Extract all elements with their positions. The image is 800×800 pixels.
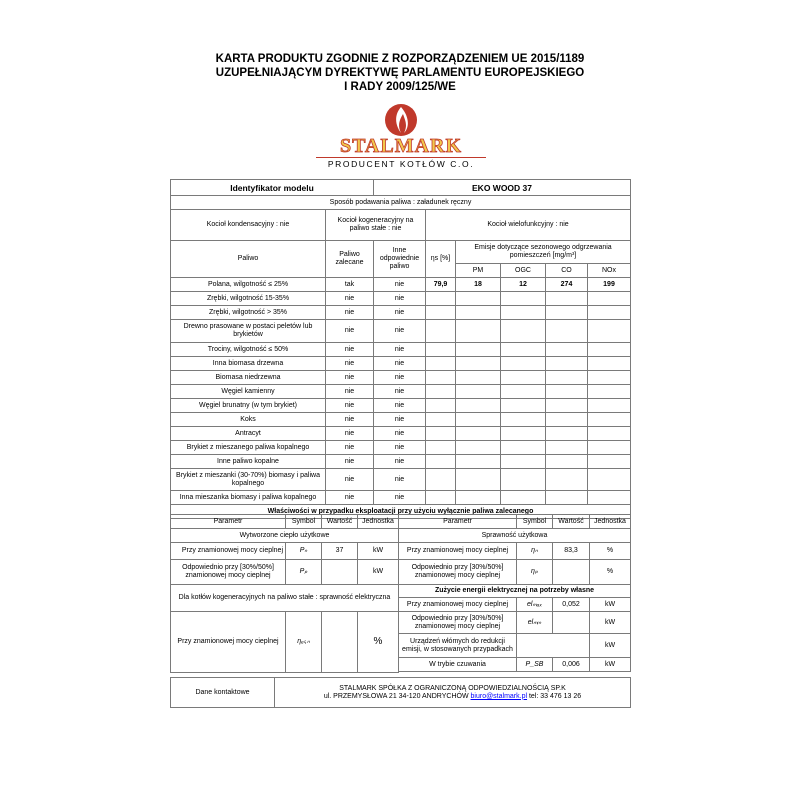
emission-devices-value: [517, 634, 590, 658]
product-table: [170, 179, 631, 519]
fuel-ogc: [501, 491, 546, 505]
fuel-other: nie: [374, 343, 426, 357]
fuel-preferred: nie: [326, 399, 374, 413]
rated-heat-value: 37: [322, 543, 358, 560]
fuel-row: [171, 357, 631, 371]
fuel-other: nie: [374, 320, 426, 343]
hdr-value: Wartość: [322, 515, 358, 529]
fuel-co: [546, 441, 588, 455]
fuel-other: nie: [374, 427, 426, 441]
partial-eff-unit: %: [590, 560, 631, 585]
document-title: [150, 52, 650, 94]
fuel-name: Koks: [171, 413, 326, 427]
fuel-ogc: [501, 413, 546, 427]
el-max-label: Przy znamionowej mocy cieplnej: [399, 598, 517, 612]
fuel-name: Polana, wilgotność ≤ 25%: [171, 278, 326, 292]
fuel-nox: 199: [588, 278, 631, 292]
partial-heat-value: [322, 560, 358, 585]
fuel-row: [171, 292, 631, 306]
fuel-preferred: nie: [326, 292, 374, 306]
fuel-eta: [426, 413, 456, 427]
standby-label: W trybie czuwania: [399, 658, 517, 672]
fuel-row: [171, 491, 631, 505]
fuel-name: Antracyt: [171, 427, 326, 441]
standby-unit: kW: [590, 658, 631, 672]
fuel-row: [171, 455, 631, 469]
electricity-title: Zużycie energii elektrycznej na potrzeby własne: [399, 585, 631, 598]
flame-icon: [383, 103, 419, 137]
standby-symbol: P_SB: [517, 658, 553, 672]
fuel-eta: 79,9: [426, 278, 456, 292]
cogen-rated-value: [322, 612, 358, 673]
rated-eff-label: Przy znamionowej mocy cieplnej: [399, 543, 517, 560]
properties-title: Właściwości w przypadku eksploatacji przy użyciu wyłącznie paliwa zalecanego: [171, 505, 631, 519]
fuel-name: Brykiet z mieszanki (30-70%) biomasy i paliwa kopalnego: [171, 469, 326, 491]
partial-heat-label: Odpowiednio przy [30%/50%] znamionowej mocy cieplnej: [171, 560, 286, 585]
fuel-pm: [456, 399, 501, 413]
fuel-name: Brykiet z mieszanego paliwa kopalnego: [171, 441, 326, 455]
fuel-name: Trociny, wilgotność ≤ 50%: [171, 343, 326, 357]
standby-value: 0,006: [553, 658, 590, 672]
el-max-unit: kW: [590, 598, 631, 612]
el-min-value: [553, 612, 590, 634]
fuel-preferred: nie: [326, 320, 374, 343]
fuel-other: nie: [374, 292, 426, 306]
logo-wordmark: STALMARK: [339, 135, 463, 157]
cogen-rated-label: Przy znamionowej mocy cieplnej: [171, 612, 286, 673]
fuel-name: Inna mieszanka biomasy i paliwa kopalnego: [171, 491, 326, 505]
fuel-name: Zrębki, wilgotność 15-35%: [171, 292, 326, 306]
fuel-eta: [426, 427, 456, 441]
fuel-pm: [456, 469, 501, 491]
col-fuel: Paliwo: [171, 241, 326, 278]
email-link[interactable]: biuro@stalmark.pl: [470, 692, 528, 700]
fuel-row: [171, 413, 631, 427]
fuel-other: nie: [374, 413, 426, 427]
fuel-co: [546, 357, 588, 371]
fuel-row: [171, 441, 631, 455]
fuel-row: [171, 427, 631, 441]
fuel-name: Węgiel brunatny (w tym brykiet): [171, 399, 326, 413]
fuel-nox: [588, 371, 631, 385]
col-pm: PM: [456, 264, 501, 278]
fuel-eta: [426, 343, 456, 357]
rated-eff-symbol: ηₙ: [517, 543, 553, 560]
fuel-name: Inna biomasa drzewna: [171, 357, 326, 371]
fuel-nox: [588, 306, 631, 320]
el-min-label: Odpowiednio przy [30%/50%] znamionowej mocy cieplnej: [399, 612, 517, 634]
col-emissions: Emisje dotyczące sezonowego odgrzewania pomieszczeń [mg/m³]: [456, 241, 631, 264]
fuel-pm: [456, 413, 501, 427]
fuel-pm: [456, 306, 501, 320]
hdr-unit: Jednostka: [358, 515, 399, 529]
fuel-nox: [588, 292, 631, 306]
logo-tagline: PRODUCENT KOTŁÓW C.O.: [316, 157, 486, 169]
title-line: KARTA PRODUKTU ZGODNIE Z ROZPORZĄDZENIEM UE 2015/1189: [215, 53, 585, 65]
fuel-pm: [456, 455, 501, 469]
el-min-symbol: elₘᵢₙ: [517, 612, 553, 634]
fuel-row: [171, 343, 631, 357]
fuel-row: [171, 371, 631, 385]
fuel-preferred: nie: [326, 427, 374, 441]
fuel-name: Drewno prasowane w postaci peletów lub brykietów: [171, 320, 326, 343]
model-value: EKO WOOD 37: [374, 180, 631, 196]
fuel-other: nie: [374, 399, 426, 413]
fuel-pm: [456, 441, 501, 455]
fuel-preferred: nie: [326, 491, 374, 505]
fuel-pm: 18: [456, 278, 501, 292]
fuel-ogc: [501, 320, 546, 343]
fuel-name: Biomasa niedrzewna: [171, 371, 326, 385]
condensing-boiler: Kocioł kondensacyjny : nie: [171, 210, 326, 241]
fuel-ogc: [501, 455, 546, 469]
fuel-name: Zrębki, wilgotność > 35%: [171, 306, 326, 320]
hdr-param: Parametr: [171, 515, 286, 529]
fuel-other: nie: [374, 491, 426, 505]
company-address: [277, 693, 628, 701]
fuel-eta: [426, 385, 456, 399]
fuel-ogc: [501, 371, 546, 385]
fuel-ogc: [501, 399, 546, 413]
emission-devices-unit: kW: [590, 634, 631, 658]
hdr-symbol: Symbol: [517, 515, 553, 529]
fuel-ogc: [501, 292, 546, 306]
fuel-eta: [426, 357, 456, 371]
partial-eff-value: [553, 560, 590, 585]
fuel-other: nie: [374, 371, 426, 385]
rated-heat-label: Przy znamionowej mocy cieplnej: [171, 543, 286, 560]
el-max-value: 0,052: [553, 598, 590, 612]
fuel-preferred: nie: [326, 469, 374, 491]
fuel-co: [546, 320, 588, 343]
fuel-ogc: [501, 357, 546, 371]
fuel-co: 274: [546, 278, 588, 292]
contact-details: [275, 678, 631, 708]
fuel-pm: [456, 491, 501, 505]
hdr-value: Wartość: [553, 515, 590, 529]
fuel-ogc: [501, 306, 546, 320]
fuel-co: [546, 469, 588, 491]
fuel-row: [171, 306, 631, 320]
contact-label: Dane kontaktowe: [171, 678, 275, 708]
partial-heat-symbol: Pₚ: [286, 560, 322, 585]
fuel-eta: [426, 292, 456, 306]
hdr-symbol: Symbol: [286, 515, 322, 529]
fuel-nox: [588, 399, 631, 413]
fuel-nox: [588, 385, 631, 399]
fuel-other: nie: [374, 385, 426, 399]
fuel-other: nie: [374, 357, 426, 371]
fuel-other: nie: [374, 278, 426, 292]
fuel-preferred: nie: [326, 357, 374, 371]
fuel-pm: [456, 292, 501, 306]
fuel-eta: [426, 371, 456, 385]
fuel-nox: [588, 455, 631, 469]
col-ogc: OGC: [501, 264, 546, 278]
fuel-eta: [426, 491, 456, 505]
fuel-row: [171, 399, 631, 413]
rated-heat-unit: kW: [358, 543, 399, 560]
fuel-ogc: [501, 385, 546, 399]
cogen-efficiency-label: Dla kotłów kogeneracyjnych na paliwo stałe : sprawność elektryczna: [171, 585, 399, 612]
fuel-nox: [588, 343, 631, 357]
col-preferred: Paliwo zalecane: [326, 241, 374, 278]
fuel-preferred: nie: [326, 343, 374, 357]
fuel-co: [546, 427, 588, 441]
company-name: STALMARK SPÓŁKA Z OGRANICZONĄ ODPOWIEDZIALNOŚCIĄ SP.K: [339, 684, 566, 692]
fuel-pm: [456, 343, 501, 357]
fuel-ogc: 12: [501, 278, 546, 292]
fuel-preferred: nie: [326, 413, 374, 427]
fuel-eta: [426, 441, 456, 455]
fuel-eta: [426, 455, 456, 469]
col-eta: ηs [%]: [426, 241, 456, 278]
col-co: CO: [546, 264, 588, 278]
model-label: Identyfikator modelu: [171, 180, 374, 196]
stalmark-logo: [316, 103, 486, 171]
fuel-preferred: nie: [326, 306, 374, 320]
title-line: UZUPEŁNIAJĄCYM DYREKTYWĘ PARLAMENTU EUROPEJSKIEGO: [215, 67, 585, 79]
multifuel-boiler: Kocioł wielofunkcyjny : nie: [426, 210, 631, 241]
fuel-eta: [426, 320, 456, 343]
contact-table: [170, 677, 631, 708]
fuel-other: nie: [374, 455, 426, 469]
feeding-method: Sposób podawania paliwa : załadunek ręczny: [171, 196, 631, 210]
rated-eff-unit: %: [590, 543, 631, 560]
fuel-preferred: nie: [326, 455, 374, 469]
fuel-row: [171, 320, 631, 343]
fuel-row: [171, 278, 631, 292]
partial-eff-symbol: ηₚ: [517, 560, 553, 585]
fuel-nox: [588, 491, 631, 505]
fuel-co: [546, 292, 588, 306]
partial-eff-label: Odpowiednio przy [30%/50%] znamionowej mocy cieplnej: [399, 560, 517, 585]
fuel-row: [171, 385, 631, 399]
fuel-nox: [588, 469, 631, 491]
fuel-preferred: nie: [326, 371, 374, 385]
fuel-preferred: nie: [326, 441, 374, 455]
fuel-co: [546, 385, 588, 399]
fuel-eta: [426, 469, 456, 491]
fuel-co: [546, 491, 588, 505]
fuel-co: [546, 306, 588, 320]
fuel-co: [546, 413, 588, 427]
fuel-pm: [456, 320, 501, 343]
fuel-nox: [588, 441, 631, 455]
fuel-other: nie: [374, 306, 426, 320]
cogeneration-boiler: Kocioł kogeneracyjny na paliwo stałe : nie: [326, 210, 426, 241]
fuel-eta: [426, 399, 456, 413]
fuel-co: [546, 399, 588, 413]
fuel-pm: [456, 357, 501, 371]
fuel-co: [546, 371, 588, 385]
fuel-preferred: nie: [326, 385, 374, 399]
fuel-pm: [456, 371, 501, 385]
rated-eff-value: 83,3: [553, 543, 590, 560]
heat-output-title: Wytworzone ciepło użytkowe: [171, 529, 399, 543]
hdr-param: Parametr: [399, 515, 517, 529]
address-text: ul. PRZEMYSŁOWA 21 34-120 ANDRYCHÓW: [323, 692, 469, 700]
fuel-nox: [588, 320, 631, 343]
fuel-pm: [456, 385, 501, 399]
fuel-ogc: [501, 469, 546, 491]
fuel-co: [546, 455, 588, 469]
fuel-name: Inne paliwo kopalne: [171, 455, 326, 469]
rated-heat-symbol: Pₙ: [286, 543, 322, 560]
fuel-co: [546, 343, 588, 357]
fuel-rows: [171, 278, 631, 505]
cogen-rated-symbol: ηₑₗ,ₙ: [286, 612, 322, 673]
fuel-preferred: tak: [326, 278, 374, 292]
efficiency-title: Sprawność użytkowa: [399, 529, 631, 543]
fuel-nox: [588, 413, 631, 427]
fuel-name: Węgiel kamienny: [171, 385, 326, 399]
fuel-row: [171, 469, 631, 491]
fuel-eta: [426, 306, 456, 320]
properties-right-table: [398, 514, 631, 672]
hdr-unit: Jednostka: [590, 515, 631, 529]
properties-left-table: [170, 514, 399, 673]
fuel-ogc: [501, 343, 546, 357]
el-max-symbol: elₘₐₓ: [517, 598, 553, 612]
col-other: Inne odpowiednie paliwo: [374, 241, 426, 278]
emission-devices-label: Urządzeń włómych do redukcji emisji, w stosowanych przypadkach: [399, 634, 517, 658]
fuel-ogc: [501, 427, 546, 441]
fuel-ogc: [501, 441, 546, 455]
fuel-nox: [588, 357, 631, 371]
fuel-other: nie: [374, 441, 426, 455]
fuel-nox: [588, 427, 631, 441]
title-line: I RADY 2009/125/WE: [344, 81, 456, 93]
phone-text: tel: 33 476 13 26: [528, 692, 582, 700]
cogen-rated-unit: %: [358, 612, 399, 673]
col-nox: NOx: [588, 264, 631, 278]
fuel-other: nie: [374, 469, 426, 491]
partial-heat-unit: kW: [358, 560, 399, 585]
el-min-unit: kW: [590, 612, 631, 634]
fuel-pm: [456, 427, 501, 441]
